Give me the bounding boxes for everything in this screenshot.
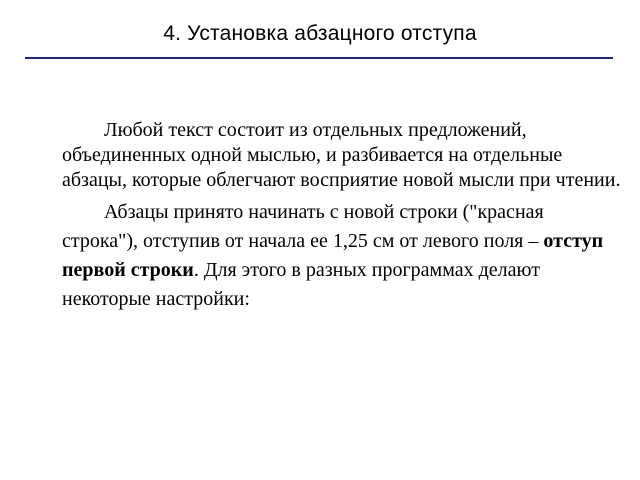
paragraph-2 [62, 198, 622, 314]
slide-title: 4. Установка абзацного отступа [163, 22, 477, 45]
paragraph-2-text-start: Абзацы принято начинать с новой строки ("красная строка"), отступив от начала ее 1,25 см от левого поля – [62, 201, 544, 252]
paragraph-1: Любой текст состоит из отдельных предложений, объединенных одной мыслью, и разбивается на отдельные абзацы, которые облегчают восприятие новой мысли при чтении. [62, 119, 621, 191]
paragraph-2-text-end: . Для этого в разных программах делают некоторые настройки: [62, 259, 540, 310]
title-underline [25, 57, 613, 59]
paragraph-2-bold-term: отступ первой строки [62, 230, 604, 281]
slide-body [62, 118, 622, 319]
